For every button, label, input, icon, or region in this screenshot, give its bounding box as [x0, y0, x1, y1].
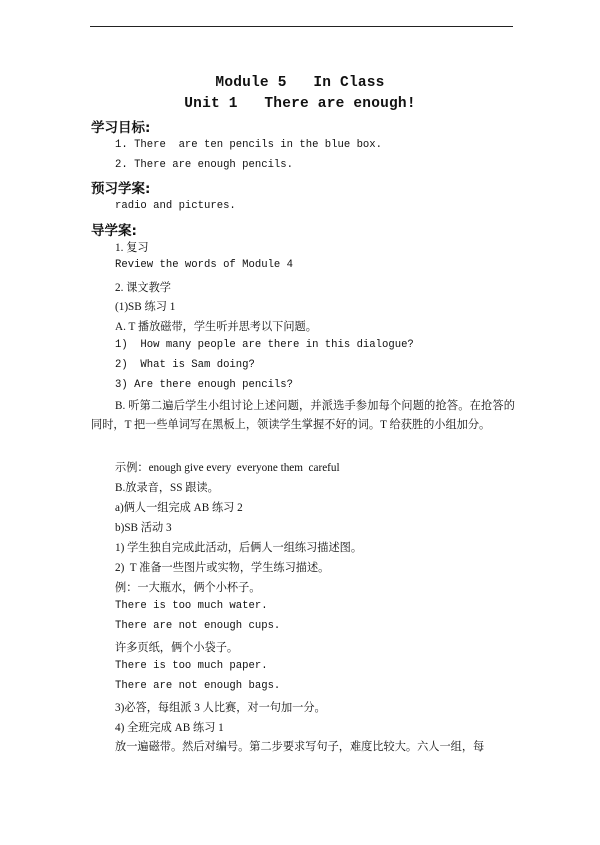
preview-heading: 预习学案: — [91, 181, 151, 197]
goals-heading: 学习目标: — [91, 120, 151, 136]
goal-line-1: 1. There are ten pencils in the blue box. — [115, 139, 383, 151]
top-rule — [90, 26, 513, 27]
body-line: 例：一大瓶水，俩个小杯子。 — [115, 582, 261, 594]
body-line: 1) 学生独自完成此活动，后俩人一组练习描述图。 — [115, 542, 363, 554]
paragraph-b: B. 听第二遍后学生小组讨论上述问题，并派选手参加每个问题的抢答。在抢答的同时，T 把一些单词写在黑板上，领读学生掌握不好的词。T 给获胜的小组加分。 — [91, 400, 515, 431]
module-title: Module 5 In Class — [215, 75, 385, 91]
body-line: B.放录音，SS 跟读。 — [115, 482, 219, 494]
body-line: There is too much paper. — [115, 660, 268, 672]
body-line: 示例：enough give every everyone them careful — [115, 462, 340, 474]
body-line: There are not enough cups. — [115, 620, 281, 632]
guide-heading: 导学案: — [91, 223, 137, 239]
paragraph-last: 放一遍磁带。然后对编号。第二步要求写句子，难度比较大。六人一组，每 — [115, 741, 485, 753]
body-line: 许多页纸，俩个小袋子。 — [115, 642, 239, 654]
body-line: 3)必答，每组派 3 人比赛，对一句加一分。 — [115, 702, 326, 714]
body-line: (1)SB 练习 1 — [115, 301, 176, 313]
body-line: b)SB 活动 3 — [115, 522, 172, 534]
preview-text: radio and pictures. — [115, 200, 236, 212]
body-line: 2. 课文教学 — [115, 282, 171, 294]
body-line: a)俩人一组完成 AB 练习 2 — [115, 502, 243, 514]
body-line: A. T 播放磁带，学生听并思考以下问题。 — [115, 321, 317, 333]
unit-title: Unit 1 There are enough! — [184, 96, 416, 112]
body-line: 1) How many people are there in this dialogue? — [115, 339, 414, 351]
body-line: 2) What is Sam doing? — [115, 359, 255, 371]
body-line: 1. 复习 — [115, 242, 149, 254]
body-line: Review the words of Module 4 — [115, 259, 294, 271]
body-line: 2) T 准备一些图片或实物，学生练习描述。 — [115, 562, 330, 574]
goal-line-2: 2. There are enough pencils. — [115, 159, 294, 171]
body-line: 3) Are there enough pencils? — [115, 379, 294, 391]
body-line: There is too much water. — [115, 600, 268, 612]
body-line: There are not enough bags. — [115, 680, 281, 692]
body-line: 4) 全班完成 AB 练习 1 — [115, 722, 224, 734]
